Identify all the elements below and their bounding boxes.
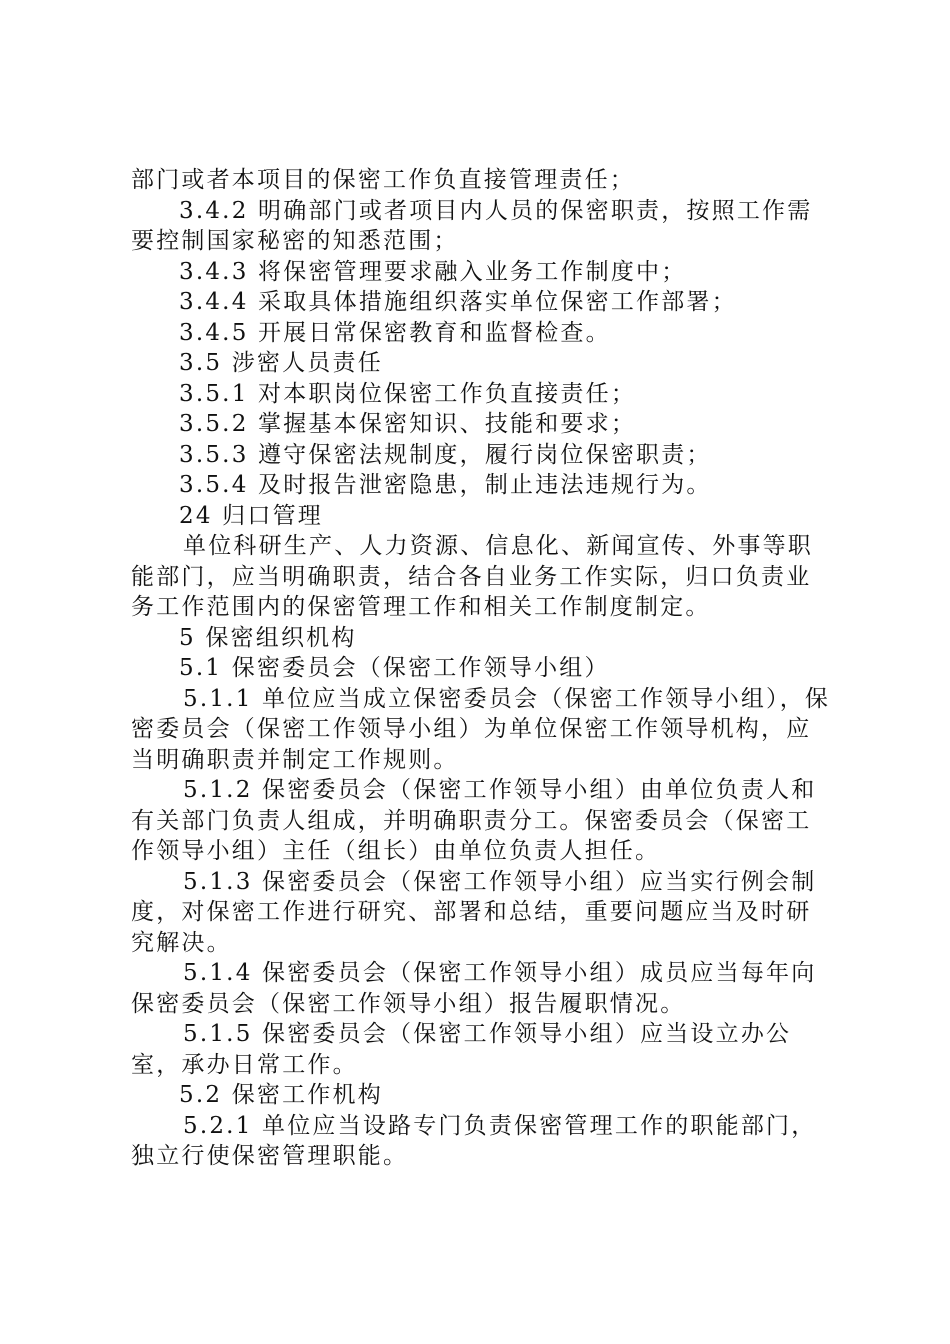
section-heading: 24 归口管理 (179, 502, 323, 529)
section-heading: 3.5 涉密人员责任 (179, 350, 383, 376)
paragraph: 3.4.5 开展日常保密教育和监督检查。 (179, 319, 611, 346)
paragraph: 3.5.3 遵守保密法规制度，履行岗位保密职责； (179, 441, 712, 468)
paragraph: 5.1.3 保密委员会（保密工作领导小组）应当实行例会制度，对保密工作进行研究、部署和总结，重要问题应当及时研究解决。 (131, 868, 817, 956)
paragraph: 3.5.1 对本职岗位保密工作负直接责任； (179, 380, 637, 407)
paragraph: 3.4.2 明确部门或者项目内人员的保密职责，按照工作需要控制国家秘密的知悉范围； (131, 197, 813, 254)
paragraph: 部门或者本项目的保密工作负直接管理责任； (131, 167, 635, 193)
paragraph: 3.4.3 将保密管理要求融入业务工作制度中； (179, 258, 687, 285)
paragraph: 5.2.1 单位应当设路专门负责保密管理工作的职能部门，独立行使保密管理职能。 (131, 1112, 817, 1169)
paragraph: 5.1.5 保密委员会（保密工作领导小组）应当设立办公室，承办日常工作。 (131, 1021, 792, 1078)
section-heading: 5 保密组织机构 (179, 624, 357, 651)
document-body (131, 165, 831, 1172)
paragraph: 3.5.4 及时报告泄密隐患，制止违法违规行为。 (179, 472, 712, 498)
paragraph: 5.1.2 保密委员会（保密工作领导小组）由单位负责人和有关部门负责人组成，并明确职责分工。保密委员会（保密工作领导小组）主任（组长）由单位负责人担任。 (131, 777, 817, 864)
paragraph: 5.1.4 保密委员会（保密工作领导小组）成员应当每年向保密委员会（保密工作领导小组）报告履职情况。 (131, 960, 817, 1017)
section-heading: 5.1 保密委员会（保密工作领导小组） (179, 655, 610, 681)
paragraph: 3.5.2 掌握基本保密知识、技能和要求； (179, 411, 637, 437)
paragraph: 3.4.4 采取具体措施组织落实单位保密工作部署； (179, 289, 737, 315)
section-heading: 5.2 保密工作机构 (179, 1082, 383, 1108)
paragraph: 单位科研生产、人力资源、信息化、新闻宣传、外事等职能部门，应当明确职责，结合各自业务工作实际，归口负责业务工作范围内的保密管理工作和相关工作制度制定。 (131, 533, 813, 620)
paragraph: 5.1.1 单位应当成立保密委员会（保密工作领导小组），保密委员会（保密工作领导小组）为单位保密工作领导机构，应当明确职责并制定工作规则。 (131, 685, 831, 773)
